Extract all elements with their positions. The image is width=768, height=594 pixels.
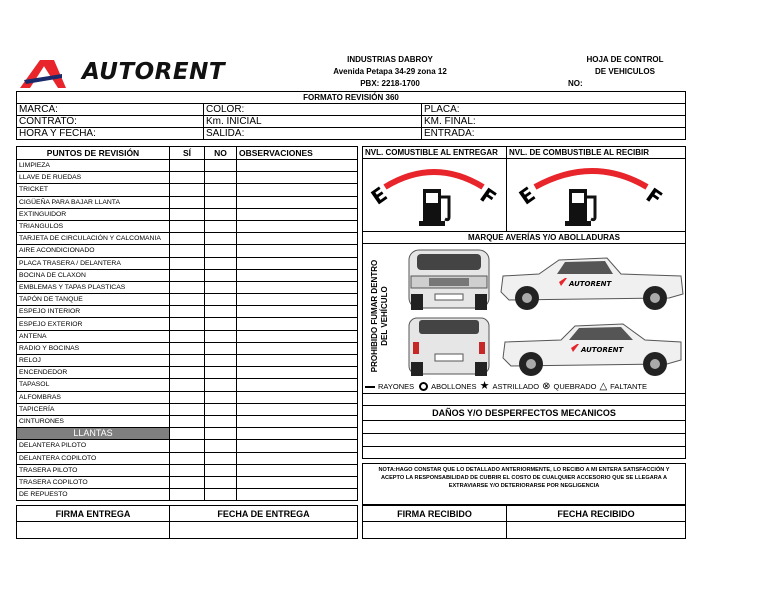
checklist-table	[16, 146, 358, 501]
si-checkbox[interactable]	[170, 330, 205, 342]
dent-icon	[419, 382, 428, 391]
mechanical-table	[362, 393, 686, 459]
observation-field[interactable]	[237, 245, 358, 257]
company-header	[290, 54, 490, 90]
si-checkbox[interactable]	[170, 220, 205, 232]
scratch-icon	[365, 386, 375, 388]
note-line-3: EXTRAVIARSE Y/O DETERIORARSE POR NEGLIGENCIA	[448, 483, 600, 489]
no-checkbox[interactable]	[205, 403, 237, 415]
damage-legend	[365, 382, 685, 391]
si-checkbox[interactable]	[170, 281, 205, 293]
mech-title: DAÑOS Y/O DESPERFECTOS MECANICOS	[363, 406, 686, 421]
check-item-label: CIGÜEÑA PARA BAJAR LLANTA	[17, 196, 170, 208]
table-row	[17, 440, 358, 452]
broken-icon: ⊗	[542, 381, 551, 392]
no-checkbox[interactable]	[205, 318, 237, 330]
si-checkbox[interactable]	[170, 440, 205, 452]
observation-field[interactable]	[237, 269, 358, 281]
no-checkbox[interactable]	[205, 281, 237, 293]
legend-quebrado: QUEBRADO	[553, 382, 597, 391]
car-front-view[interactable]	[409, 250, 489, 310]
fuel-out-box	[362, 146, 507, 232]
info-km-inicial[interactable]: Km. INICIAL	[204, 116, 422, 128]
fuel-in-empty: E	[514, 181, 540, 210]
no-checkbox[interactable]	[205, 379, 237, 391]
no-checkbox[interactable]	[205, 184, 237, 196]
note-line-1: NOTA:HAGO CONSTAR QUE LO DETALLADO ANTERIORMENTE, LO RECIBO A MI ENTERA SATISFACCIÓN Y	[378, 467, 670, 473]
table-row	[17, 415, 358, 427]
table-row	[17, 403, 358, 415]
legend-rayones: RAYONES	[378, 382, 415, 391]
observation-field[interactable]	[237, 184, 358, 196]
header-puntos: PUNTOS DE REVISIÓN	[17, 147, 170, 160]
observation-field[interactable]	[237, 403, 358, 415]
car-brand-label-2: AUTORENT	[581, 346, 624, 354]
no-checkbox[interactable]	[205, 245, 237, 257]
no-smoking-line2: DEL VEHÍCULO	[380, 286, 389, 346]
table-row	[17, 306, 358, 318]
no-smoking-line1: PROHIBIDO FUMAR DENTRO	[370, 259, 379, 373]
fuel-out-full: F	[475, 182, 501, 211]
fuel-in-box	[506, 146, 686, 232]
si-checkbox[interactable]	[170, 208, 205, 220]
si-checkbox[interactable]	[170, 415, 205, 427]
observation-field[interactable]	[237, 172, 358, 184]
fuel-out-empty: E	[366, 181, 392, 210]
observation-field[interactable]	[237, 318, 358, 330]
legend-astrillado: ASTRILLADO	[492, 382, 540, 391]
no-checkbox[interactable]	[205, 306, 237, 318]
fecha-entrega-field[interactable]	[170, 522, 358, 539]
observation-field[interactable]	[237, 464, 358, 476]
observation-field[interactable]	[237, 306, 358, 318]
legend-faltante: FALTANTE	[610, 382, 647, 391]
observation-field[interactable]	[237, 233, 358, 245]
si-checkbox[interactable]	[170, 367, 205, 379]
car-side-view-left[interactable]	[503, 324, 681, 376]
signature-table-left	[16, 505, 358, 539]
company-phone: PBX: 2218-1700	[360, 79, 420, 88]
table-row	[17, 233, 358, 245]
check-item-label: DE REPUESTO	[17, 489, 170, 501]
observation-field[interactable]	[237, 330, 358, 342]
table-row	[17, 367, 358, 379]
info-hora-fecha[interactable]: HORA Y FECHA:	[17, 128, 204, 140]
doc-title-line2: DE VEHICULOS	[594, 67, 655, 76]
si-checkbox[interactable]	[170, 196, 205, 208]
header-no: NO	[205, 147, 237, 160]
no-checkbox[interactable]	[205, 489, 237, 501]
table-row	[17, 269, 358, 281]
info-km-final[interactable]: KM. FINAL:	[422, 116, 686, 128]
si-checkbox[interactable]	[170, 476, 205, 488]
car-damage-diagram[interactable]	[399, 246, 687, 382]
doc-title	[555, 54, 695, 78]
si-checkbox[interactable]	[170, 342, 205, 354]
no-checkbox[interactable]	[205, 220, 237, 232]
check-item-label: CINTURONES	[17, 415, 170, 427]
si-checkbox[interactable]	[170, 269, 205, 281]
info-row	[17, 128, 686, 140]
table-row	[17, 464, 358, 476]
si-checkbox[interactable]	[170, 184, 205, 196]
mech-line-1[interactable]	[363, 421, 686, 434]
si-checkbox[interactable]	[170, 452, 205, 464]
observation-field[interactable]	[237, 367, 358, 379]
mech-blank-row[interactable]	[363, 394, 686, 406]
no-checkbox[interactable]	[205, 391, 237, 403]
table-row	[17, 379, 358, 391]
no-checkbox[interactable]	[205, 415, 237, 427]
llantas-header-row	[17, 428, 358, 440]
observation-field[interactable]	[237, 294, 358, 306]
fuel-in-label: NVL. DE COMBUSTIBLE AL RECIBIR	[507, 147, 685, 159]
no-checkbox[interactable]	[205, 476, 237, 488]
table-row	[17, 281, 358, 293]
no-checkbox[interactable]	[205, 257, 237, 269]
observation-field[interactable]	[237, 440, 358, 452]
table-row	[17, 220, 358, 232]
table-row	[17, 245, 358, 257]
info-contrato[interactable]: CONTRATO:	[17, 116, 204, 128]
table-row	[17, 160, 358, 172]
no-checkbox[interactable]	[205, 367, 237, 379]
doc-number-label: NO:	[568, 79, 583, 88]
autorent-logo	[18, 58, 246, 90]
company-address: Avenida Petapa 34-29 zona 12	[333, 67, 447, 76]
table-row	[17, 294, 358, 306]
disclaimer-note	[362, 463, 686, 505]
no-checkbox[interactable]	[205, 428, 237, 440]
si-checkbox[interactable]	[170, 464, 205, 476]
no-checkbox[interactable]	[205, 172, 237, 184]
check-item-label: TAPÓN DE TANQUE	[17, 294, 170, 306]
table-row	[17, 257, 358, 269]
no-checkbox[interactable]	[205, 196, 237, 208]
info-row	[17, 104, 686, 116]
table-row	[17, 318, 358, 330]
table-row	[17, 208, 358, 220]
check-item-label: TAPASOL	[17, 379, 170, 391]
no-checkbox[interactable]	[205, 355, 237, 367]
triangle-icon: △	[599, 381, 608, 392]
si-checkbox[interactable]	[170, 233, 205, 245]
observation-field[interactable]	[237, 355, 358, 367]
table-row	[17, 489, 358, 501]
mech-line-2[interactable]	[363, 434, 686, 447]
check-item-label: PLACA TRASERA / DELANTERA	[17, 257, 170, 269]
observation-field[interactable]	[237, 196, 358, 208]
fecha-recibido-label: FECHA RECIBIDO	[507, 506, 686, 522]
table-row	[17, 184, 358, 196]
no-checkbox[interactable]	[205, 440, 237, 452]
check-item-label: DELANTERA COPILOTO	[17, 452, 170, 464]
check-item-label: DELANTERA PILOTO	[17, 440, 170, 452]
check-item-label: TRASERA PILOTO	[17, 464, 170, 476]
no-checkbox[interactable]	[205, 452, 237, 464]
si-checkbox[interactable]	[170, 306, 205, 318]
si-checkbox[interactable]	[170, 403, 205, 415]
note-line-2: ACEPTO LA RESPONSABILIDAD DE CUBRIR EL COSTO DE CUALQUIER ACCESORIO QUE SE LLEGARA A	[380, 475, 668, 481]
check-item-label: TAPICERÍA	[17, 403, 170, 415]
check-item-label: BOCINA DE CLAXON	[17, 269, 170, 281]
check-item-label: LIMPIEZA	[17, 160, 170, 172]
check-item-label: ESPEJO EXTERIOR	[17, 318, 170, 330]
company-name: INDUSTRIAS DABROY	[347, 55, 433, 64]
firma-entrega-label: FIRMA ENTREGA	[17, 506, 170, 522]
car-side-view-right[interactable]	[501, 258, 683, 310]
check-item-label: ENCENDEDOR	[17, 367, 170, 379]
no-checkbox[interactable]	[205, 330, 237, 342]
observation-field[interactable]	[237, 452, 358, 464]
check-item-label: TRASERA COPILOTO	[17, 476, 170, 488]
check-item-label: LLAVE DE RUEDAS	[17, 172, 170, 184]
observation-field[interactable]	[237, 428, 358, 440]
observation-field[interactable]	[237, 476, 358, 488]
header-observaciones: OBSERVACIONES	[237, 147, 358, 160]
damage-title: MARQUE AVERÍAS Y/O ABOLLADURAS	[363, 232, 685, 244]
info-color[interactable]: COLOR:	[204, 104, 422, 116]
table-row	[17, 172, 358, 184]
si-checkbox[interactable]	[170, 294, 205, 306]
observation-field[interactable]	[237, 342, 358, 354]
fecha-recibido-field[interactable]	[507, 522, 686, 539]
signature-table-right	[362, 505, 686, 539]
header-si: SÍ	[170, 147, 205, 160]
si-checkbox[interactable]	[170, 257, 205, 269]
fuel-gauge-in-icon	[507, 159, 685, 231]
si-checkbox[interactable]	[170, 172, 205, 184]
si-checkbox[interactable]	[170, 379, 205, 391]
fuel-in-full: F	[641, 182, 667, 211]
doc-title-line1: HOJA DE CONTROL	[586, 55, 664, 64]
info-marca[interactable]: MARCA:	[17, 104, 204, 116]
autorent-logo-mark	[18, 58, 82, 90]
check-item-label: EXTINGUIDOR	[17, 208, 170, 220]
observation-field[interactable]	[237, 391, 358, 403]
star-icon: ★	[479, 380, 490, 392]
si-checkbox[interactable]	[170, 245, 205, 257]
observation-field[interactable]	[237, 257, 358, 269]
observation-field[interactable]	[237, 379, 358, 391]
no-checkbox[interactable]	[205, 269, 237, 281]
check-item-label: TARJETA DE CIRCULACIÓN Y CALCOMANIA	[17, 233, 170, 245]
table-row	[17, 342, 358, 354]
observation-field[interactable]	[237, 415, 358, 427]
observation-field[interactable]	[237, 489, 358, 501]
check-item-label: TRICKET	[17, 184, 170, 196]
damage-box	[362, 231, 686, 394]
firma-entrega-field[interactable]	[17, 522, 170, 539]
no-checkbox[interactable]	[205, 233, 237, 245]
fuel-out-label: NVL. COMUSTIBLE AL ENTREGAR	[363, 147, 506, 159]
fuel-gauge-out-icon	[363, 159, 506, 231]
info-row	[17, 116, 686, 128]
brand-name: AUTORENT	[82, 59, 226, 85]
table-row	[17, 452, 358, 464]
si-checkbox[interactable]	[170, 489, 205, 501]
format-title: FORMATO REVISIÓN 360	[17, 92, 686, 104]
firma-recibido-field[interactable]	[363, 522, 507, 539]
fecha-entrega-label: FECHA DE ENTREGA	[170, 506, 358, 522]
si-checkbox[interactable]	[170, 318, 205, 330]
si-checkbox[interactable]	[170, 355, 205, 367]
table-row	[17, 330, 358, 342]
no-checkbox[interactable]	[205, 464, 237, 476]
check-item-label: ALFOMBRAS	[17, 391, 170, 403]
table-row	[17, 355, 358, 367]
check-item-label: AIRE ACONDICIONADO	[17, 245, 170, 257]
mech-line-3[interactable]	[363, 447, 686, 459]
car-rear-view[interactable]	[409, 318, 489, 376]
table-row	[17, 196, 358, 208]
info-entrada[interactable]: ENTRADA:	[422, 128, 686, 140]
firma-recibido-label: FIRMA RECIBIDO	[363, 506, 507, 522]
si-checkbox[interactable]	[170, 391, 205, 403]
observation-field[interactable]	[237, 160, 358, 172]
check-item-label: EMBLEMAS Y TAPAS PLASTICAS	[17, 281, 170, 293]
observation-field[interactable]	[237, 208, 358, 220]
si-checkbox[interactable]	[170, 160, 205, 172]
check-item-label: ANTENA	[17, 330, 170, 342]
observation-field[interactable]	[237, 281, 358, 293]
si-checkbox[interactable]	[170, 428, 205, 440]
no-checkbox[interactable]	[205, 342, 237, 354]
check-item-label: RADIO Y BOCINAS	[17, 342, 170, 354]
table-row	[17, 391, 358, 403]
no-smoking-text	[363, 244, 397, 382]
llantas-header: LLANTAS	[17, 428, 170, 440]
no-checkbox[interactable]	[205, 160, 237, 172]
no-checkbox[interactable]	[205, 294, 237, 306]
table-row	[17, 476, 358, 488]
check-item-label: ESPEJO INTERIOR	[17, 306, 170, 318]
info-table	[16, 91, 686, 140]
info-salida[interactable]: SALIDA:	[204, 128, 422, 140]
observation-field[interactable]	[237, 220, 358, 232]
check-item-label: TRIANGULOS	[17, 220, 170, 232]
legend-abollones: ABOLLONES	[431, 382, 477, 391]
check-item-label: RELOJ	[17, 355, 170, 367]
car-brand-label: AUTORENT	[569, 280, 612, 288]
no-checkbox[interactable]	[205, 208, 237, 220]
info-placa[interactable]: PLACA:	[422, 104, 686, 116]
